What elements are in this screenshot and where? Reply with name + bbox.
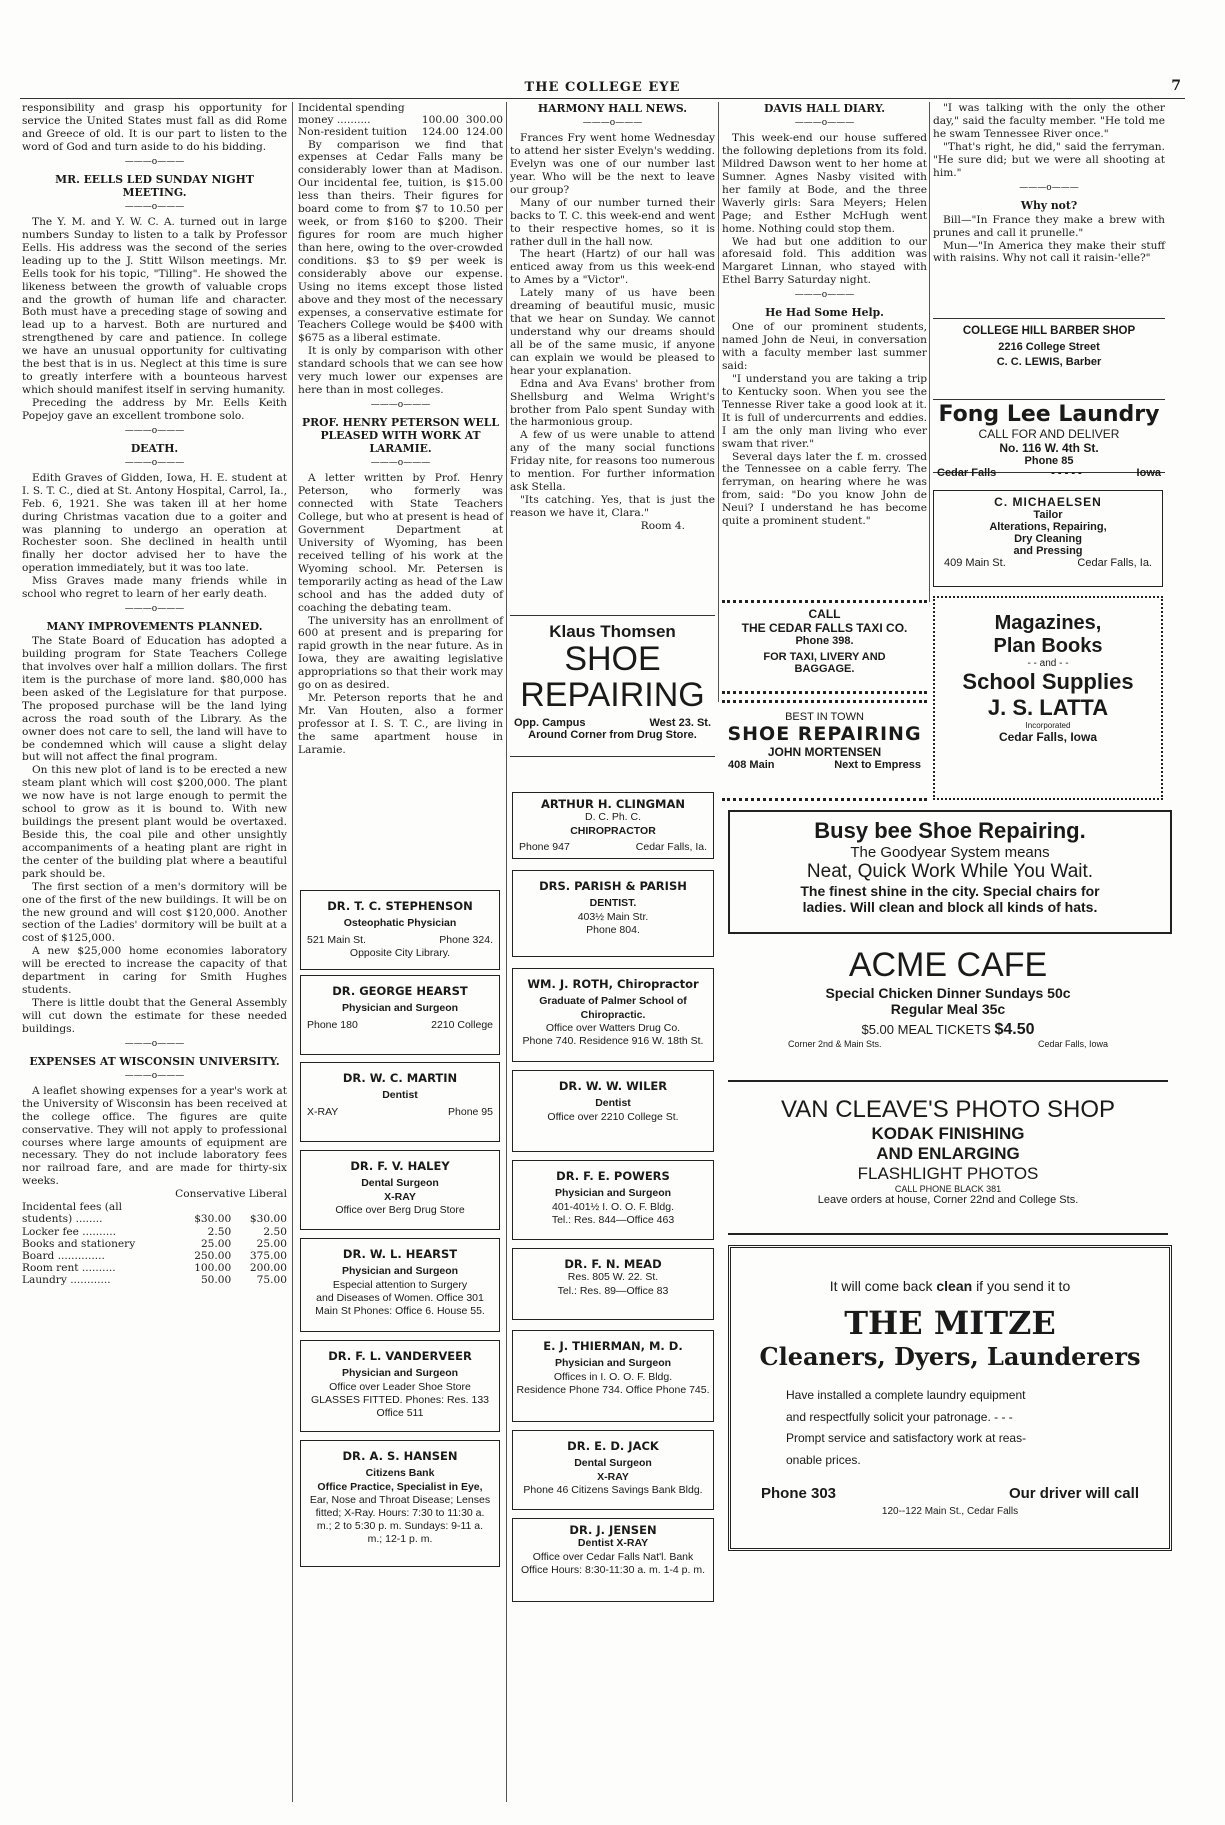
ad-laundry: Fong Lee Laundry CALL FOR AND DELIVER No. 116 W. 4th St. Phone 85 Cedar Falls - - - - - Iowa	[933, 402, 1165, 473]
table-row: Locker fee .......... 2.50 2.50	[22, 1225, 287, 1238]
article-text: By comparison we find that expenses at Cedar Falls many be considerably lower than at Madison. Our incidental fee, tuition, is $15.00 less than theirs. Their figures for board come to from $7 to 10.50 per week, or from $160 to $200. Their figures for room are much higher than here, owing to the over-crowded conditions. $3 to $9 per week is considerably above our expense. Using no items except those listed above and they most of the necessary expenses, a conservative estimate for Teachers College would be $400 with $675 as a liberal estimate.	[298, 138, 503, 345]
ad-latta: Magazines, Plan Books - - and - - School Supplies J. S. LATTA Incorporated Cedar Falls, Iowa	[933, 596, 1163, 800]
ad-barber: COLLEGE HILL BARBER SHOP 2216 College Street C. C. LEWIS, Barber	[933, 318, 1165, 400]
ad-acme: ACME CAFE Special Chicken Dinner Sundays 50c Regular Meal 35c $5.00 MEAL TICKETS $4.50 Corner 2nd & Main Sts. Cedar Falls, Iowa	[728, 940, 1168, 1082]
article-text: A letter written by Prof. Henry Peterson, who formerly was connected with State Teachers College, but who at present is head of Government Department at University of Wyoming, has been received telling of his work at the Wyoming school. Mr. Petersen is temporarily acting as head of the Law school and has the added duty of coaching the debating team.	[298, 472, 503, 614]
divider: ———o———	[794, 290, 855, 301]
headline-expenses: EXPENSES AT WISCONSIN UNIVERSITY.	[29, 1054, 280, 1068]
divider: ———o———	[124, 202, 185, 212]
article-text: It is only by comparison with other standard schools that we can see how very much lower our expenses are here than in most colleges.	[298, 345, 503, 397]
column-4	[722, 102, 927, 528]
table-row: money .......... 100.00 300.00	[298, 114, 503, 127]
article-text: Many of our number turned their backs to T. C. this week-end and went to their respective homes, so it is rather dull in the hall now.	[510, 196, 715, 248]
article-text: The Y. M. and Y. W. C. A. turned out in large numbers Sunday to listen to a talk by Professor Eells. His address was the second of the series leading up to the J. Stitt Wilson meetings. Mr. Eells took for his topic, "Tilling". He showed the likeness between the growth of valuable crops and the growth of human life and character. Both must have a preceding stage of sowing and lead up to a harvest. Both are nurtured and strengthened by care and patience. In college we have an unusual opportunity for cultivating the best that is in us. Neglect at this time is sure to greatly interfere with a bounteous harvest which should manifest itself in serving humanity.	[22, 215, 287, 396]
table-row: Laundry ............ 50.00 75.00	[22, 1274, 287, 1287]
expense-table-continued	[298, 102, 503, 139]
headline-davis: DAVIS HALL DIARY.	[764, 102, 885, 115]
headline-improvements: MANY IMPROVEMENTS PLANNED.	[46, 620, 263, 634]
card-wl-hearst: DR. W. L. HEARST Physician and Surgeon Especial attention to Surgery and Diseases of Women. Office 301 Main St Phones: Office 6. House 55.	[300, 1238, 500, 1332]
column-rule	[929, 102, 930, 602]
divider: ———o———	[124, 1038, 185, 1049]
card-jensen: DR. J. JENSEN Dentist X-RAY Office over Cedar Falls Nat'l. Bank Office Hours: 8:30-11:30 a. m. 1-4 p. m.	[512, 1518, 714, 1602]
article-text: "I understand you are taking a trip to Kentucky soon. When you see the Tennesse River take a good look at it. It is full of undercurrents and eddies. I am the only man living who ever swam that river."	[722, 373, 927, 450]
card-vanderveer: DR. F. L. VANDERVEER Physician and Surgeon Office over Leader Shoe Store GLASSES FITTED. Phones: Res. 133 Office 511	[300, 1340, 500, 1432]
article-text: "That's right, he did," said the ferryman. "He sure did; but we were all shooting at him."	[933, 140, 1165, 179]
ad-mitze: It will come back clean if you send it to THE MITZE Cleaners, Dyers, Launderers Have installed a complete laundry equipment and respectfully solicit your patronage. - - - Prompt service and satisfactory work at reas- onable prices. Phone 303 Our driver will call 120--122 Main St., Cedar Falls	[728, 1245, 1172, 1551]
divider: ———o———	[794, 118, 855, 129]
article-text: The State Board of Education has adopted a building program for State Teachers College that involves over half a million dollars. The first item is the purchase of more land. $80,000 has been asked of the Legislature for that purpose. The proposed purchase will be the land lying across the road south of the Library. As the owner does not care to sell, the land will have to be condemned which will cause a slight delay but will not affect the final program.	[22, 635, 287, 764]
page-number: 7	[1171, 78, 1181, 94]
article-text: "I was talking with the only the other day," said the faculty member. "He told me he swam Tennessee River once."	[933, 102, 1165, 140]
card-thierman: E. J. THIERMAN, M. D. Physician and Surgeon Offices in I. O. O. F. Bldg. Residence Phone 734. Office Phone 745.	[512, 1330, 714, 1422]
article-text: Edith Graves of Gidden, Iowa, H. E. student at I. S. T. C., died at St. Antony Hospital, Carrol, Ia., Feb. 6, 1921. She was taken ill at her home during Christmas vacation due to a goiter and was planning to undergo an operation at Rochester soon. She declined in health until finally her doctor advised her to have the operation immediately, but it was too late.	[22, 471, 287, 575]
card-mead: DR. F. N. MEAD Res. 805 W. 22. St. Tel.: Res. 89—Office 83	[512, 1248, 714, 1320]
headline-harmony: HARMONY HALL NEWS.	[537, 102, 688, 115]
headline-peterson: PROF. HENRY PETERSON WELL PLEASED WITH WORK AT LARAMIE.	[302, 415, 499, 456]
headline-whynot: Why not?	[1020, 198, 1078, 212]
table-row: Room rent .......... 100.00 200.00	[22, 1262, 287, 1275]
column-rule	[292, 102, 293, 1802]
article-text: Several days later the f. m. crossed the Tennessee on a cable ferry. The ferryman, on hearing where he was from, said: "Do you know John de Neui? I understand he has become quite a prominent student."	[722, 450, 927, 528]
card-george-hearst: DR. GEORGE HEARST Physician and Surgeon Phone 180 2210 College	[300, 975, 500, 1055]
article-text: We had but one addition to our aforesaid fold. This addition was Margaret Linnan, who stayed with Ethel Barry Saturday night.	[722, 235, 927, 287]
article-text: Preceding the address by Mr. Eells Keith Popejoy gave an excellent trombone solo.	[22, 396, 287, 422]
divider: ———o———	[124, 1070, 185, 1081]
column-rule	[506, 102, 507, 1802]
table-row: Incidental fees (all	[22, 1201, 123, 1214]
card-haley: DR. F. V. HALEY Dental Surgeon X-RAY Office over Berg Drug Store	[300, 1150, 500, 1230]
divider: ———o———	[582, 118, 643, 129]
ad-klaus: Klaus Thomsen SHOE REPAIRING Opp. Campus West 23. St. Around Corner from Drug Store.	[510, 615, 715, 757]
ad-taxi: CALL THE CEDAR FALLS TAXI CO. Phone 398. FOR TAXI, LIVERY AND BAGGAGE.	[722, 600, 927, 694]
divider: ———o———	[370, 458, 431, 469]
card-roth: WM. J. ROTH, Chiropractor Graduate of Palmer School of Chiropractic. Office over Watters Drug Co. Phone 740. Residence 916 W. 18th St.	[512, 968, 714, 1062]
card-wiler: DR. W. W. WILER Dentist Office over 2210 College St.	[512, 1070, 714, 1152]
masthead	[20, 78, 1185, 99]
card-hansen: DR. A. S. HANSEN Citizens Bank Office Practice, Specialist in Eye, Ear, Nose and Throat Disease; Lenses fitted; X-Ray. Hours: 7:30 to 11:30 a. m.; 2 to 5:30 p. m. Sundays: 9-11 a. m.; 12-1 p. m.	[300, 1440, 500, 1567]
article-text: The first section of a men's dormitory will be one of the first of the new buildings. It will be on the new ground and will cost $120,000. Another section of the Ladies' dormitory will be built at a cost of $125,000.	[22, 880, 287, 945]
article-text: One of our prominent students, named John de Neui, in conversation with a faculty member last summer said:	[722, 321, 927, 373]
table-row: Books and stationery 25.00 25.00	[22, 1237, 287, 1250]
article-text: Bill—"In France they make a brew with prunes and call it prunelle."	[933, 213, 1165, 239]
card-clingman: ARTHUR H. CLINGMAN D. C. Ph. C. CHIROPRACTOR Phone 947 Cedar Falls, Ia.	[512, 792, 714, 859]
divider: ———o———	[124, 457, 185, 468]
ad-vancleave: VAN CLEAVE'S PHOTO SHOP KODAK FINISHING AND ENLARGING FLASHLIGHT PHOTOS CALL PHONE BLACK 381 Leave orders at house, Corner 22nd and College Sts.	[728, 1088, 1168, 1235]
ad-tailor: C. MICHAELSEN Tailor Alterations, Repairing, Dry Cleaning and Pressing 409 Main St. Cedar Falls, Ia.	[933, 490, 1163, 587]
column-rule	[718, 102, 719, 702]
article-text: Mun—"In America they make their stuff with raisins. Why not call it raisin-'elle?"	[933, 239, 1165, 265]
divider: ———o———	[1019, 182, 1079, 193]
article-text: There is little doubt that the General Assembly will cut down the estimate for these needed buildings.	[22, 997, 287, 1035]
headline-help: He Had Some Help.	[765, 306, 884, 320]
card-martin: DR. W. C. MARTIN Dentist X-RAY Phone 95	[300, 1062, 500, 1142]
article-text: On this new plot of land is to be erected a new steam plant which will cost $200,000. The plant we now have is not large enough to permit the school to grow as it is bound to. With new buildings the present plant would be overtaxed. Beside this, the coal pile and other unsightly accompaniments of a heating plant are right in the center of the building plat where a beautiful park should be.	[22, 764, 287, 880]
headline-eells: MR. EELLS LED SUNDAY NIGHT MEETING.	[55, 172, 254, 199]
article-text: Edna and Ava Evans' brother from Shellsburg and Welma Wright's brother from Palo spent Sunday with the harmonious group.	[510, 377, 715, 429]
table-row: Board .............. 250.00 375.00	[22, 1249, 287, 1262]
article-text: This week-end our house suffered the following depletions from its fold. Mildred Dawson went to her home at Sumner. Agnes Nasby visited with her family at Bode, and the three Waverly girls: Sara Meyers; Helen Page; and Esther McHugh went home. Nothing could stop them.	[722, 132, 927, 235]
ledger-heading: Conservative Liberal	[175, 1188, 287, 1201]
column-5	[933, 102, 1165, 265]
ad-busybee: Busy bee Shoe Repairing. The Goodyear System means Neat, Quick Work While You Wait. The finest shine in the city. Special chairs for ladies. Will clean and block all kinds of hats.	[728, 810, 1172, 934]
expense-table	[22, 1201, 287, 1286]
divider: ———o———	[124, 604, 185, 615]
article-text: responsibility and grasp his opportunity for service the United States must fall as did Rome and Greece of old. It is our part to listen to the word of God and turn aside to do his bidding.	[22, 102, 287, 153]
card-jack: DR. E. D. JACK Dental Surgeon X-RAY Phone 46 Citizens Savings Bank Bldg.	[512, 1430, 714, 1510]
article-text: The heart (Hartz) of our hall was enticed away from us this week-end to Ames by a "Victor".	[510, 248, 715, 287]
byline: Room 4.	[640, 519, 685, 532]
article-text: Frances Fry went home Wednesday to attend her sister Evelyn's wedding. Evelyn was one of our number last year. Who will be the next to leave our group?	[510, 132, 715, 196]
article-text: A few of us were unable to attend any of the many social functions Friday nite, for reasons too numerous to mention. For further information ask Stella.	[510, 429, 715, 494]
card-powers: DR. F. E. POWERS Physician and Surgeon 401-401½ I. O. O. F. Bldg. Tel.: Res. 844—Office 463	[512, 1160, 714, 1240]
card-stephenson: DR. T. C. STEPHENSON Osteophatic Physician 521 Main St. Phone 324. Opposite City Library.	[300, 890, 500, 970]
divider: ———o———	[124, 156, 185, 167]
article-text: The university has an enrollment of 600 at present and is preparing for rapid growth in the near future. As in Iowa, they are awaiting legislative appropriations so that their work may go on as desired.	[298, 614, 503, 692]
ad-mortensen: BEST IN TOWN SHOE REPAIRING JOHN MORTENSEN 408 Main Next to Empress	[722, 700, 927, 801]
table-row: Incidental spending	[298, 102, 405, 114]
divider: ———o———	[124, 425, 185, 436]
table-row: Non-resident tuition 124.00 124.00	[298, 126, 503, 139]
article-text: A leaflet showing expenses for a year's work at the University of Wisconsin has been received at the college office. The figures are quite conservative. They will not apply to professional courses where large amounts of equipment are necessary. They do not include laboratory fees nor railroad fare, and are made for thirty-six weeks.	[22, 1084, 287, 1188]
article-text: Lately many of us have been dreaming of beautiful music, music that we hear on Sunday. We cannot understand why our dreams should all be of the same music, if anyone can explain we would be pleased to hear your explanation.	[510, 287, 715, 377]
headline-death: DEATH.	[130, 441, 179, 455]
article-text: "Its catching. Yes, that is just the reason we have it, Clara."	[510, 493, 715, 519]
column-2	[298, 102, 503, 757]
article-text: A new $25,000 home economies laboratory will be erected to increase the capacity of that department in caring for Smith Hughes students.	[22, 945, 287, 997]
article-text: Miss Graves made many friends while in school who regret to learn of her early death.	[22, 575, 287, 601]
column-3	[510, 102, 715, 533]
card-parish: DRS. PARISH & PARISH DENTIST. 403½ Main Str. Phone 804.	[512, 870, 714, 957]
column-1	[22, 102, 287, 1286]
article-text: Mr. Peterson reports that he and Mr. Van Houten, also a former professor at I. S. T. C., are living in the same apartment house in Laramie.	[298, 692, 503, 756]
divider: ———o———	[370, 399, 431, 410]
table-row: students) ........ $30.00 $30.00	[22, 1213, 287, 1226]
paper-title: THE COLLEGE EYE	[524, 80, 681, 95]
